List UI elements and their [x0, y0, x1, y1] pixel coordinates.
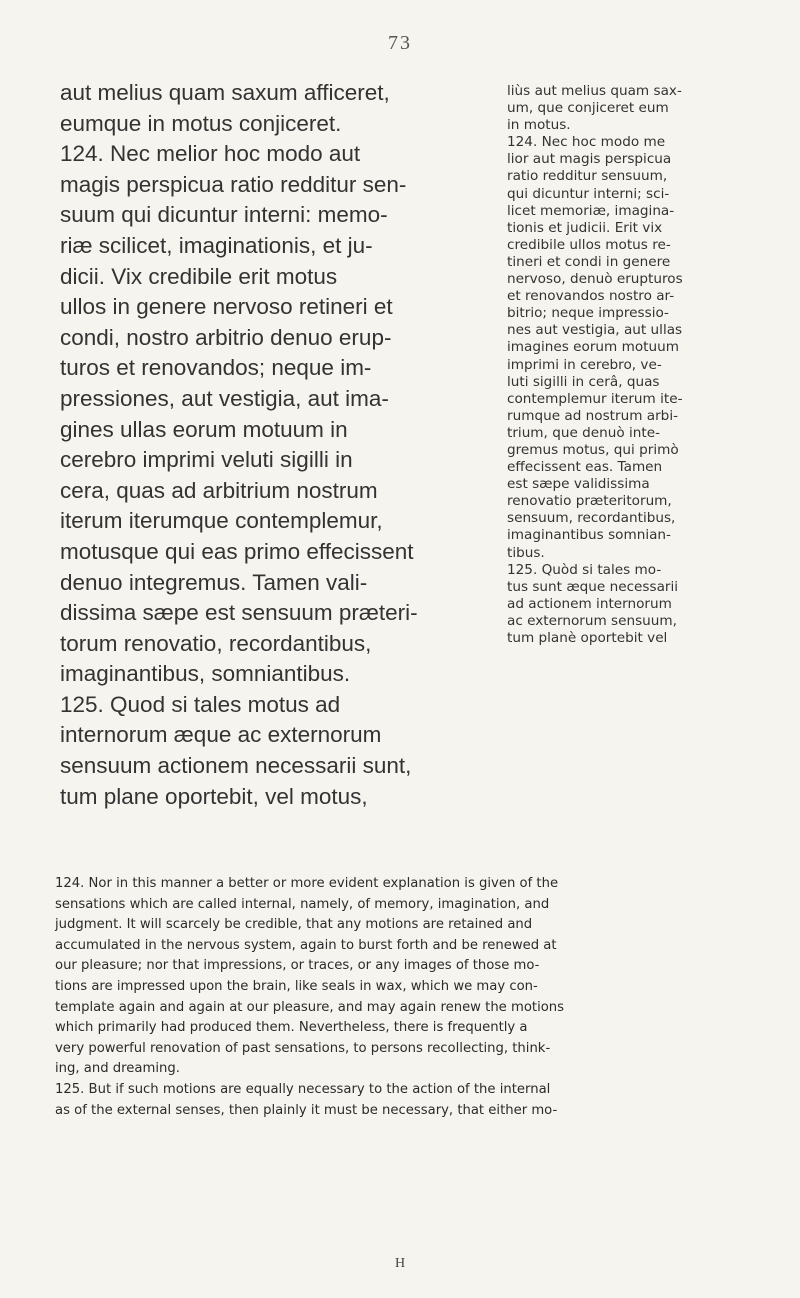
side-line: tibus.	[507, 544, 545, 561]
side-line: um, que conjiceret eum	[507, 100, 669, 117]
translation-line: sensations which are called internal, namely, of memory, imagination, and	[55, 896, 550, 912]
text-line: 125. Quod si tales motus ad	[60, 691, 341, 717]
side-line: ratio redditur sensuum,	[507, 168, 668, 185]
translation-line: our pleasure; nor that impressions, or traces, or any images of those mo-	[55, 958, 540, 974]
translation-line: template again and again at our pleasure, and may again renew the motions	[55, 999, 565, 1015]
side-line: rumque ad nostrum arbi-	[507, 407, 678, 424]
side-line: credibile ullos motus re-	[507, 236, 671, 253]
page-number: 73	[388, 32, 412, 54]
translation-line: 124. Nor in this manner a better or more evident explanation is given of the	[55, 876, 559, 891]
text-line: condi, nostro arbitrio denuo erup-	[60, 324, 392, 350]
side-line: liùs aut melius quam sax-	[507, 83, 682, 99]
side-line: tionis et judicii. Erit vix	[507, 219, 663, 236]
side-line: tineri et condi in genere	[507, 253, 671, 270]
text-line: eumque in motus conjiceret.	[60, 110, 342, 136]
translation-line: ing, and dreaming.	[55, 1061, 180, 1077]
side-line: tum planè oportebit vel	[507, 630, 668, 646]
text-line: motusque qui eas primo effecissent	[60, 538, 414, 564]
translation-line: tions are impressed upon the brain, like seals in wax, which we may con-	[55, 978, 538, 994]
side-line: et renovandos nostro ar-	[507, 288, 675, 305]
side-line: 125. Quòd si tales mo-	[507, 561, 662, 578]
text-line: iterum iterumque contemplemur,	[60, 508, 383, 534]
text-line: magis perspicua ratio redditur sen-	[60, 171, 407, 197]
side-line: nes aut vestigia, aut ullas	[507, 322, 683, 339]
side-line: qui dicuntur interni; sci-	[507, 185, 670, 202]
translation-line: as of the external senses, then plainly it must be necessary, that either mo-	[55, 1102, 558, 1118]
text-line: dicii. Vix credibile erit motus	[60, 263, 338, 289]
text-line: tum plane oportebit, vel motus,	[60, 783, 368, 809]
text-line: 124. Nec melior hoc modo aut	[60, 141, 361, 167]
side-line: sensuum, recordantibus,	[507, 510, 676, 527]
side-line: renovatio præteritorum,	[507, 493, 672, 510]
text-line: denuo integremus. Tamen vali-	[60, 569, 368, 595]
side-line: 124. Nec hoc modo me	[507, 134, 666, 151]
side-line: lior aut magis perspicua	[507, 151, 672, 168]
side-line: luti sigilli in cerâ, quas	[507, 373, 660, 390]
side-latin-text	[507, 83, 765, 647]
text-line: riæ scilicet, imaginationis, et ju-	[60, 232, 373, 258]
text-line: gines ullas eorum motuum in	[60, 416, 348, 442]
translation-line: judgment. It will scarcely be credible, that any motions are retained and	[55, 917, 533, 933]
main-latin-text	[60, 78, 480, 812]
side-line: gremus motus, qui primò	[507, 441, 679, 458]
text-line: sensuum actionem necessarii sunt,	[60, 753, 412, 779]
text-line: cera, quas ad arbitrium nostrum	[60, 477, 378, 503]
side-line: ac externorum sensuum,	[507, 612, 677, 629]
side-line: nervoso, denuò erupturos	[507, 271, 683, 288]
signature-mark: H	[394, 1256, 406, 1271]
text-line: ullos in genere nervoso retineri et	[60, 294, 393, 320]
side-line: trium, que denuò inte-	[507, 424, 660, 441]
side-line: licet memoriæ, imagina-	[507, 202, 675, 219]
side-line: contemplemur iterum ite-	[507, 390, 683, 407]
translation-line: which primarily had produced them. Nevertheless, there is frequently a	[55, 1020, 528, 1036]
side-line: imaginantibus somnian-	[507, 527, 671, 544]
side-line: in motus.	[507, 117, 571, 134]
english-translation	[55, 874, 755, 1121]
side-line: tus sunt æque necessarii	[507, 578, 679, 595]
side-line: imagines eorum motuum	[507, 339, 679, 356]
translation-line: accumulated in the nervous system, again to burst forth and be renewed at	[55, 937, 557, 953]
side-line: bitrio; neque impressio-	[507, 305, 669, 322]
text-line: torum renovatio, recordantibus,	[60, 630, 372, 656]
side-line: est sæpe validissima	[507, 476, 650, 493]
text-line: imaginantibus, somniantibus.	[60, 661, 351, 687]
text-line: pressiones, aut vestigia, aut ima-	[60, 385, 389, 411]
text-line: aut melius quam saxum afficeret,	[60, 80, 390, 105]
translation-line: 125. But if such motions are equally necessary to the action of the internal	[55, 1081, 551, 1097]
text-line: internorum æque ac externorum	[60, 722, 382, 748]
side-line: effecissent eas. Tamen	[507, 459, 663, 476]
translation-line: very powerful renovation of past sensations, to persons recollecting, think-	[55, 1040, 551, 1056]
text-line: turos et renovandos; neque im-	[60, 355, 372, 381]
text-line: suum qui dicuntur interni: memo-	[60, 202, 388, 228]
side-line: imprimi in cerebro, ve-	[507, 356, 662, 373]
text-line: dissima sæpe est sensuum præteri-	[60, 600, 418, 626]
text-line: cerebro imprimi veluti sigilli in	[60, 447, 353, 473]
side-line: ad actionem internorum	[507, 595, 672, 612]
